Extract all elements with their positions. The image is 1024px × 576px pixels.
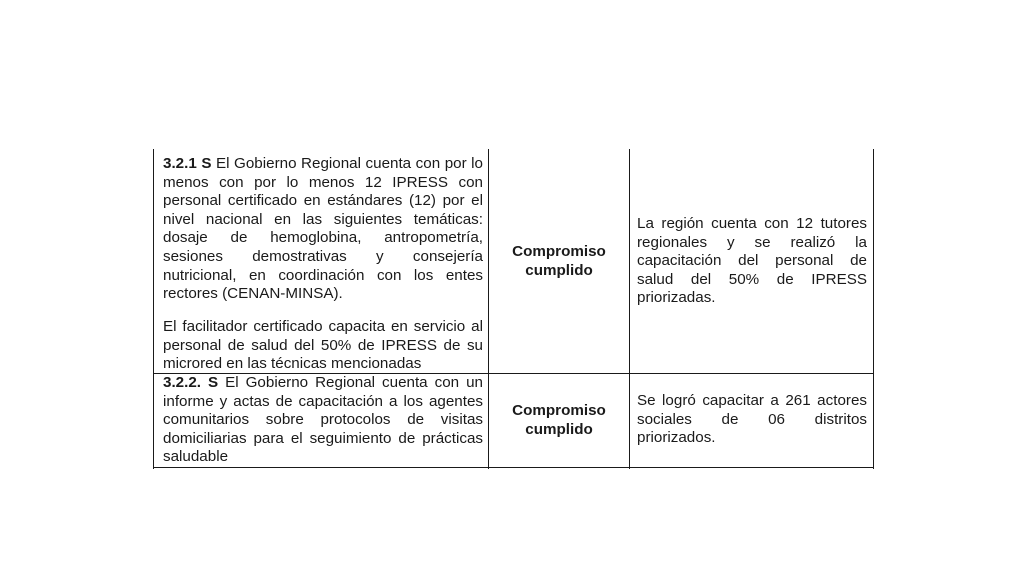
row2-status — [489, 401, 629, 439]
row1-description — [163, 155, 483, 304]
row1-status-line2: cumplido — [525, 262, 593, 279]
table-border-bottom — [153, 467, 874, 468]
row1-description-text: El Gobierno Regional cuenta con por lo menos con por lo menos 12 IPRESS con personal certificado en estándares (12) por el nivel nacional en las siguientes temáticas: dosaje de hemoglobina, antropometría, sesiones demostrativas y consejería nutricional, en coordinación con los entes rectores (CENAN-MINSA). — [163, 155, 483, 303]
row1-result — [637, 215, 867, 308]
commitments-table — [153, 149, 875, 469]
row1-status — [489, 242, 629, 280]
row1-description-2-text: El facilitador certificado capacita en servicio al personal de salud del 50% de IPRESS de su microred en las técnicas mencionadas — [163, 318, 483, 373]
row2-code: 3.2.2. S — [163, 374, 219, 391]
row1-result-text: La región cuenta con 12 tutores regionales y se realizó la capacitación del personal de salud del 50% de IPRESS priorizadas. — [637, 215, 867, 307]
row2-status-line2: cumplido — [525, 421, 593, 438]
row2-description — [163, 374, 483, 467]
table-border-right — [873, 149, 874, 469]
row2-status-line1: Compromiso — [512, 402, 606, 419]
row2-result — [637, 392, 867, 448]
row2-description-text: El Gobierno Regional cuenta con un informe y actas de capacitación a los agentes comunitarios sobre protocolos de visitas domiciliarias para el seguimiento de prácticas saludable — [163, 374, 483, 466]
row2-result-text: Se logró capacitar a 261 actores sociales de 06 distritos priorizados. — [637, 392, 867, 447]
row1-code: 3.2.1 S — [163, 155, 212, 172]
row1-status-line1: Compromiso — [512, 243, 606, 260]
table-divider-col2 — [629, 149, 630, 469]
table-border-left — [153, 149, 154, 469]
row1-description-2 — [163, 318, 483, 374]
